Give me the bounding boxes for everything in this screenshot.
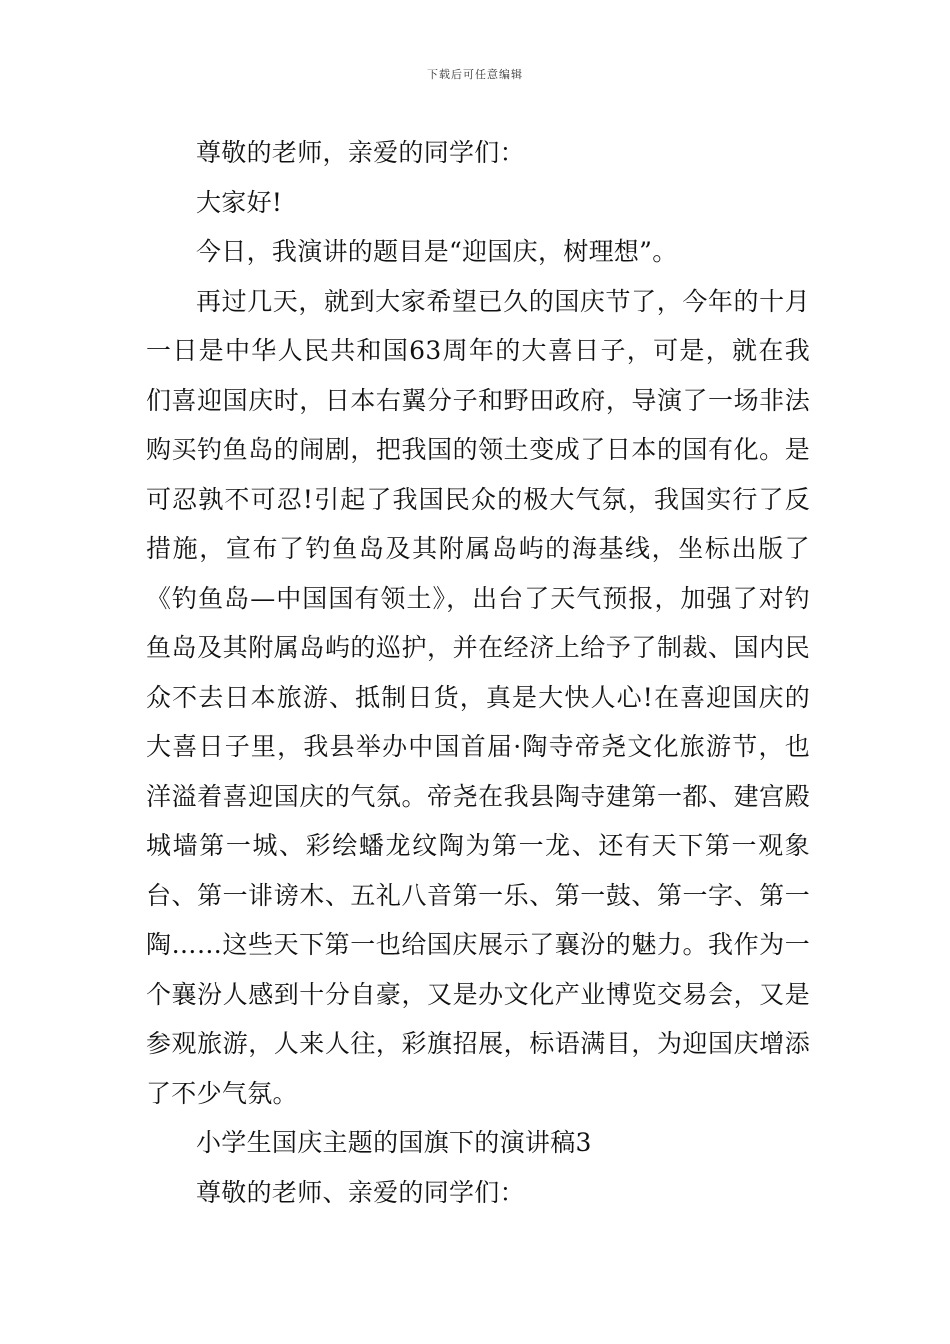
salutation: 尊敬的老师，亲爱的同学们：	[196, 138, 525, 167]
document-body	[146, 128, 810, 1217]
page-header-note: 下载后可任意编辑	[427, 68, 523, 81]
main-paragraph: 再过几天，就到大家希望已久的国庆节了，今年的十月一日是中华人民共和国63周年的大喜日子，可是，就在我们喜迎国庆时，日本右翼分子和野田政府，导演了一场非法购买钓鱼岛的闹剧，把我国的领土变成了日本的国有化。是可忍孰不可忍!引起了我国民众的极大气氛，我国实行了反措施，宣布了钓鱼岛及其附属岛屿的海基线，坐标出版了《钓鱼岛—中国国有领土》，出台了天气预报，加强了对钓鱼岛及其附属岛屿的巡护，并在经济上给予了制裁、国内民众不去日本旅游、抵制日货，真是大快人心!在喜迎国庆的大喜日子里，我县举办中国首届·陶寺帝尧文化旅游节，也洋溢着喜迎国庆的气氛。帝尧在我县陶寺建第一都、建宫殿城墙第一城、彩绘蟠龙纹陶为第一龙、还有天下第一观象台、第一诽谤木、五礼八音第一乐、第一鼓、第一字、第一陶……这些天下第一也给国庆展示了襄汾的魅力。我作为一个襄汾人感到十分自豪，又是办文化产业博览交易会，又是参观旅游，人来人往，彩旗招展，标语满目，为迎国庆增添了不少气氛。	[146, 286, 810, 1108]
speech-topic: 今日，我演讲的题目是“迎国庆，树理想”。	[196, 237, 678, 266]
greeting: 大家好!	[196, 187, 283, 217]
section-title: 小学生国庆主题的国旗下的演讲稿3	[196, 1128, 592, 1157]
salutation-2: 尊敬的老师、亲爱的同学们：	[196, 1177, 525, 1207]
